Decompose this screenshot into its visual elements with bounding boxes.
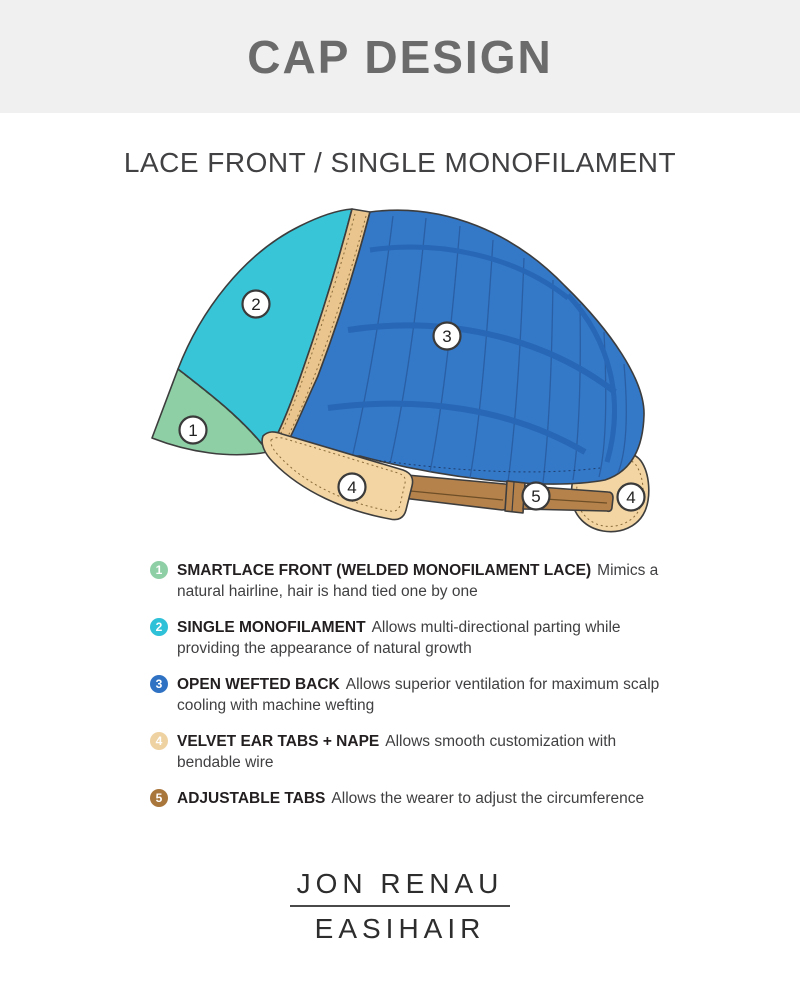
legend-description: Allows superior ventilation for maximum scalp cooling with machine wefting: [177, 676, 660, 714]
legend-description: Mimics a natural hairline, hair is hand tied one by one: [177, 562, 659, 600]
legend: [150, 560, 680, 824]
brand-name: JON RENAU: [296, 868, 504, 899]
legend-bullet-1: 1: [150, 561, 168, 579]
legend-bullet-2: 2: [150, 618, 168, 636]
legend-item-open-wefted-back: [150, 674, 680, 716]
legend-label: SINGLE MONOFILAMENT: [177, 619, 366, 636]
legend-description: Allows multi-directional parting while providing the appearance of natural growth: [177, 619, 621, 657]
legend-bullet-5: 5: [150, 789, 168, 807]
legend-description: Allows the wearer to adjust the circumference: [331, 790, 645, 807]
legend-description: Allows smooth customization with bendable wire: [177, 733, 617, 771]
logo-divider: [290, 905, 510, 907]
svg-text:4: 4: [626, 488, 636, 507]
svg-text:2: 2: [251, 295, 261, 314]
brand-logo: [0, 868, 800, 945]
legend-text: [177, 560, 677, 602]
page-title: CAP DESIGN: [247, 30, 553, 83]
marker-5: [523, 483, 550, 510]
marker-1: [180, 417, 207, 444]
legend-text: [177, 731, 677, 773]
brand-line: EASIHAIR: [314, 913, 486, 944]
legend-label: OPEN WEFTED BACK: [177, 676, 340, 693]
legend-label: VELVET EAR TABS + NAPE: [177, 733, 380, 750]
legend-label: SMARTLACE FRONT (WELDED MONOFILAMENT LACE): [177, 562, 592, 579]
svg-text:5: 5: [531, 487, 541, 506]
svg-text:3: 3: [442, 327, 452, 346]
legend-item-smartlace-front: [150, 560, 680, 602]
marker-3: [434, 323, 461, 350]
legend-text: [177, 788, 677, 809]
legend-item-velvet-ear-tabs: [150, 731, 680, 773]
legend-bullet-3: 3: [150, 675, 168, 693]
svg-text:1: 1: [188, 421, 198, 440]
svg-text:4: 4: [347, 478, 357, 497]
legend-label: ADJUSTABLE TABS: [177, 790, 326, 807]
legend-text: [177, 674, 677, 716]
marker-2: [243, 291, 270, 318]
legend-text: [177, 617, 677, 659]
legend-item-adjustable-tabs: [150, 788, 680, 809]
header-band: [0, 0, 800, 113]
cap-diagram: [0, 190, 800, 550]
legend-bullet-4: 4: [150, 732, 168, 750]
legend-item-single-monofilament: [150, 617, 680, 659]
marker-4-ear: [339, 474, 366, 501]
cap-subtitle: LACE FRONT / SINGLE MONOFILAMENT: [123, 147, 677, 178]
marker-4-nape: [618, 484, 645, 511]
